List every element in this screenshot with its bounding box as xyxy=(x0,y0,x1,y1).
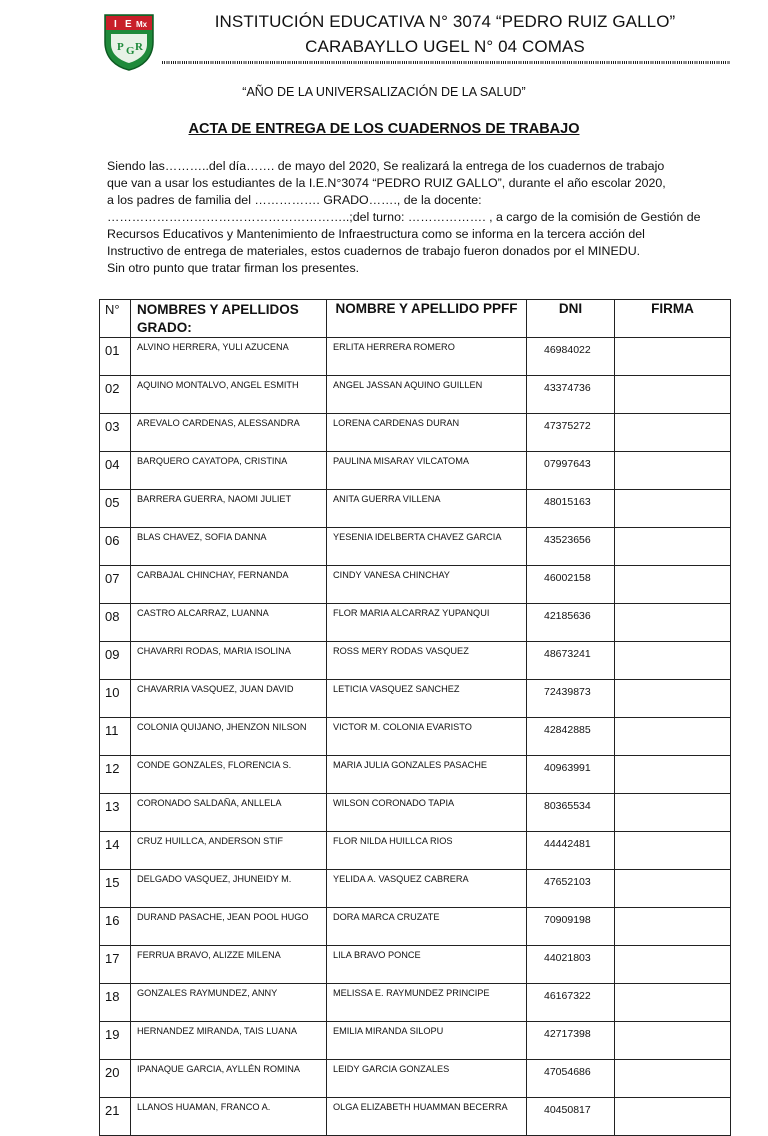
table-row xyxy=(100,870,731,908)
table-row xyxy=(100,794,731,832)
header-divider xyxy=(162,61,730,64)
table-row xyxy=(100,604,731,642)
row-number: 17 xyxy=(100,946,131,984)
logo-letter: Mx xyxy=(136,20,148,29)
document-title: ACTA DE ENTREGA DE LOS CUADERNOS DE TRABAJO xyxy=(188,121,580,137)
parent-name: DORA MARCA CRUZATE xyxy=(327,908,527,946)
logo-letter: G xyxy=(126,45,135,57)
col-header-names-label: NOMBRES Y APELLIDOS xyxy=(137,302,299,317)
paragraph-line: que van a usar los estudiantes de la I.E.N°3074 “PEDRO RUIZ GALLO”, durante el año escolar 2020, xyxy=(107,176,666,190)
row-number: 16 xyxy=(100,908,131,946)
table-row xyxy=(100,642,731,680)
row-number: 12 xyxy=(100,756,131,794)
student-name: AQUINO MONTALVO, ANGEL ESMITH xyxy=(131,376,327,414)
row-number: 01 xyxy=(100,338,131,376)
row-number: 03 xyxy=(100,414,131,452)
signature-cell xyxy=(615,794,731,832)
col-header-names xyxy=(131,300,327,338)
delivery-table xyxy=(99,299,731,1136)
row-number: 09 xyxy=(100,642,131,680)
dni-value: 47054686 xyxy=(527,1060,615,1098)
dni-value: 40963991 xyxy=(527,756,615,794)
signature-cell xyxy=(615,756,731,794)
paragraph-line: Recursos Educativos y Mantenimiento de Infraestructura como se informa en la tercera acción del xyxy=(107,227,645,241)
table-row xyxy=(100,490,731,528)
signature-cell xyxy=(615,680,731,718)
parent-name: ROSS MERY RODAS VASQUEZ xyxy=(327,642,527,680)
student-name: DELGADO VASQUEZ, JHUNEIDY M. xyxy=(131,870,327,908)
col-header-firma: FIRMA xyxy=(615,300,731,338)
parent-name: LILA BRAVO PONCE xyxy=(327,946,527,984)
table-row xyxy=(100,566,731,604)
student-name: COLONIA QUIJANO, JHENZON NILSON xyxy=(131,718,327,756)
row-number: 11 xyxy=(100,718,131,756)
row-number: 18 xyxy=(100,984,131,1022)
parent-name: ANITA GUERRA VILLENA xyxy=(327,490,527,528)
dni-value: 46002158 xyxy=(527,566,615,604)
dni-value: 48673241 xyxy=(527,642,615,680)
parent-name: LEIDY GARCIA GONZALES xyxy=(327,1060,527,1098)
student-name: IPANAQUE GARCIA, AYLLÉN ROMINA xyxy=(131,1060,327,1098)
dni-value: 48015163 xyxy=(527,490,615,528)
table-row xyxy=(100,1098,731,1136)
signature-cell xyxy=(615,1098,731,1136)
dni-value: 43374736 xyxy=(527,376,615,414)
signature-cell xyxy=(615,984,731,1022)
table-row xyxy=(100,908,731,946)
signature-cell xyxy=(615,908,731,946)
dni-value: 46984022 xyxy=(527,338,615,376)
signature-cell xyxy=(615,338,731,376)
institution-location: CARABAYLLO UGEL N° 04 COMAS xyxy=(305,37,585,56)
dni-value: 40450817 xyxy=(527,1098,615,1136)
parent-name: YESENIA IDELBERTA CHAVEZ GARCIA xyxy=(327,528,527,566)
dni-value: 07997643 xyxy=(527,452,615,490)
student-name: FERRUA BRAVO, ALIZZE MILENA xyxy=(131,946,327,984)
student-name: CARBAJAL CHINCHAY, FERNANDA xyxy=(131,566,327,604)
dni-value: 47375272 xyxy=(527,414,615,452)
parent-name: PAULINA MISARAY VILCATOMA xyxy=(327,452,527,490)
parent-name: EMILIA MIRANDA SILOPU xyxy=(327,1022,527,1060)
col-header-dni: DNI xyxy=(527,300,615,338)
parent-name: MELISSA E. RAYMUNDEZ PRINCIPE xyxy=(327,984,527,1022)
row-number: 04 xyxy=(100,452,131,490)
row-number: 15 xyxy=(100,870,131,908)
table-row xyxy=(100,338,731,376)
parent-name: MARIA JULIA GONZALES PASACHE xyxy=(327,756,527,794)
student-name: BARQUERO CAYATOPA, CRISTINA xyxy=(131,452,327,490)
logo-letter: I xyxy=(114,19,117,30)
row-number: 19 xyxy=(100,1022,131,1060)
signature-cell xyxy=(615,566,731,604)
table-row xyxy=(100,414,731,452)
signature-cell xyxy=(615,490,731,528)
student-name: CONDE GONZALES, FLORENCIA S. xyxy=(131,756,327,794)
parent-name: ERLITA HERRERA ROMERO xyxy=(327,338,527,376)
table-row xyxy=(100,1060,731,1098)
col-header-ppff: NOMBRE Y APELLIDO PPFF xyxy=(327,300,527,338)
student-name: BARRERA GUERRA, NAOMI JULIET xyxy=(131,490,327,528)
student-name: CASTRO ALCARRAZ, LUANNA xyxy=(131,604,327,642)
table-row xyxy=(100,756,731,794)
table-row xyxy=(100,1022,731,1060)
student-name: GONZALES RAYMUNDEZ, ANNY xyxy=(131,984,327,1022)
col-header-grado-label: GRADO: xyxy=(137,320,192,335)
parent-name: CINDY VANESA CHINCHAY xyxy=(327,566,527,604)
dni-value: 47652103 xyxy=(527,870,615,908)
parent-name: WILSON CORONADO TAPIA xyxy=(327,794,527,832)
signature-cell xyxy=(615,642,731,680)
logo-letter: R xyxy=(135,41,143,53)
paragraph-line: Sin otro punto que tratar firman los presentes. xyxy=(107,261,360,275)
signature-cell xyxy=(615,414,731,452)
signature-cell xyxy=(615,946,731,984)
table-row xyxy=(100,680,731,718)
paragraph-line: …………………………………………………..;del turno: ………………. , a cargo de la comisión de Gestión de xyxy=(107,210,701,224)
parent-name: LORENA CARDENAS DURAN xyxy=(327,414,527,452)
row-number: 21 xyxy=(100,1098,131,1136)
student-name: CHAVARRIA VASQUEZ, JUAN DAVID xyxy=(131,680,327,718)
row-number: 13 xyxy=(100,794,131,832)
row-number: 07 xyxy=(100,566,131,604)
parent-name: LETICIA VASQUEZ SANCHEZ xyxy=(327,680,527,718)
table-row xyxy=(100,376,731,414)
signature-cell xyxy=(615,1022,731,1060)
table-row xyxy=(100,984,731,1022)
student-name: BLAS CHAVEZ, SOFIA DANNA xyxy=(131,528,327,566)
paragraph-line: Siendo las………..del día……. de mayo del 2020, Se realizará la entrega de los cuadernos de trabajo xyxy=(107,159,665,173)
dni-value: 43523656 xyxy=(527,528,615,566)
parent-name: YELIDA A. VASQUEZ CABRERA xyxy=(327,870,527,908)
table-row xyxy=(100,832,731,870)
student-name: CHAVARRI RODAS, MARIA ISOLINA xyxy=(131,642,327,680)
school-crest-logo xyxy=(100,12,158,72)
dni-value: 44442481 xyxy=(527,832,615,870)
signature-cell xyxy=(615,528,731,566)
parent-name: FLOR NILDA HUILLCA RIOS xyxy=(327,832,527,870)
dni-value: 80365534 xyxy=(527,794,615,832)
row-number: 08 xyxy=(100,604,131,642)
signature-cell xyxy=(615,1060,731,1098)
row-number: 05 xyxy=(100,490,131,528)
parent-name: FLOR MARIA ALCARRAZ YUPANQUI xyxy=(327,604,527,642)
intro-paragraph xyxy=(107,158,701,277)
parent-name: ANGEL JASSAN AQUINO GUILLEN xyxy=(327,376,527,414)
table-row xyxy=(100,946,731,984)
signature-cell xyxy=(615,832,731,870)
paragraph-line: Instructivo de entrega de materiales, estos cuadernos de trabajo fueron donados por el MINEDU. xyxy=(107,244,641,258)
dni-value: 42842885 xyxy=(527,718,615,756)
row-number: 14 xyxy=(100,832,131,870)
table-row xyxy=(100,718,731,756)
signature-cell xyxy=(615,718,731,756)
student-name: HERNANDEZ MIRANDA, TAIS LUANA xyxy=(131,1022,327,1060)
parent-name: VICTOR M. COLONIA EVARISTO xyxy=(327,718,527,756)
signature-cell xyxy=(615,376,731,414)
dni-value: 70909198 xyxy=(527,908,615,946)
signature-cell xyxy=(615,452,731,490)
row-number: 06 xyxy=(100,528,131,566)
logo-letter: P xyxy=(117,41,124,53)
signature-cell xyxy=(615,870,731,908)
logo-letter: E xyxy=(125,19,132,30)
year-motto: “AÑO DE LA UNIVERSALIZACIÓN DE LA SALUD” xyxy=(242,85,526,99)
dni-value: 42185636 xyxy=(527,604,615,642)
row-number: 10 xyxy=(100,680,131,718)
paragraph-line: a los padres de familia del ……………. GRADO……., de la docente: xyxy=(107,193,482,207)
row-number: 20 xyxy=(100,1060,131,1098)
dni-value: 46167322 xyxy=(527,984,615,1022)
dni-value: 72439873 xyxy=(527,680,615,718)
student-name: CORONADO SALDAÑA, ANLLELA xyxy=(131,794,327,832)
signature-cell xyxy=(615,604,731,642)
table-row xyxy=(100,452,731,490)
table-row xyxy=(100,528,731,566)
student-name: ALVINO HERRERA, YULI AZUCENA xyxy=(131,338,327,376)
student-name: DURAND PASACHE, JEAN POOL HUGO xyxy=(131,908,327,946)
row-number: 02 xyxy=(100,376,131,414)
dni-value: 42717398 xyxy=(527,1022,615,1060)
institution-name: INSTITUCIÓN EDUCATIVA N° 3074 “PEDRO RUIZ GALLO” xyxy=(214,12,676,31)
student-name: AREVALO CARDENAS, ALESSANDRA xyxy=(131,414,327,452)
parent-name: OLGA ELIZABETH HUAMMAN BECERRA xyxy=(327,1098,527,1136)
col-header-number: N° xyxy=(100,300,131,338)
dni-value: 44021803 xyxy=(527,946,615,984)
student-name: CRUZ HUILLCA, ANDERSON STIF xyxy=(131,832,327,870)
student-name: LLANOS HUAMAN, FRANCO A. xyxy=(131,1098,327,1136)
